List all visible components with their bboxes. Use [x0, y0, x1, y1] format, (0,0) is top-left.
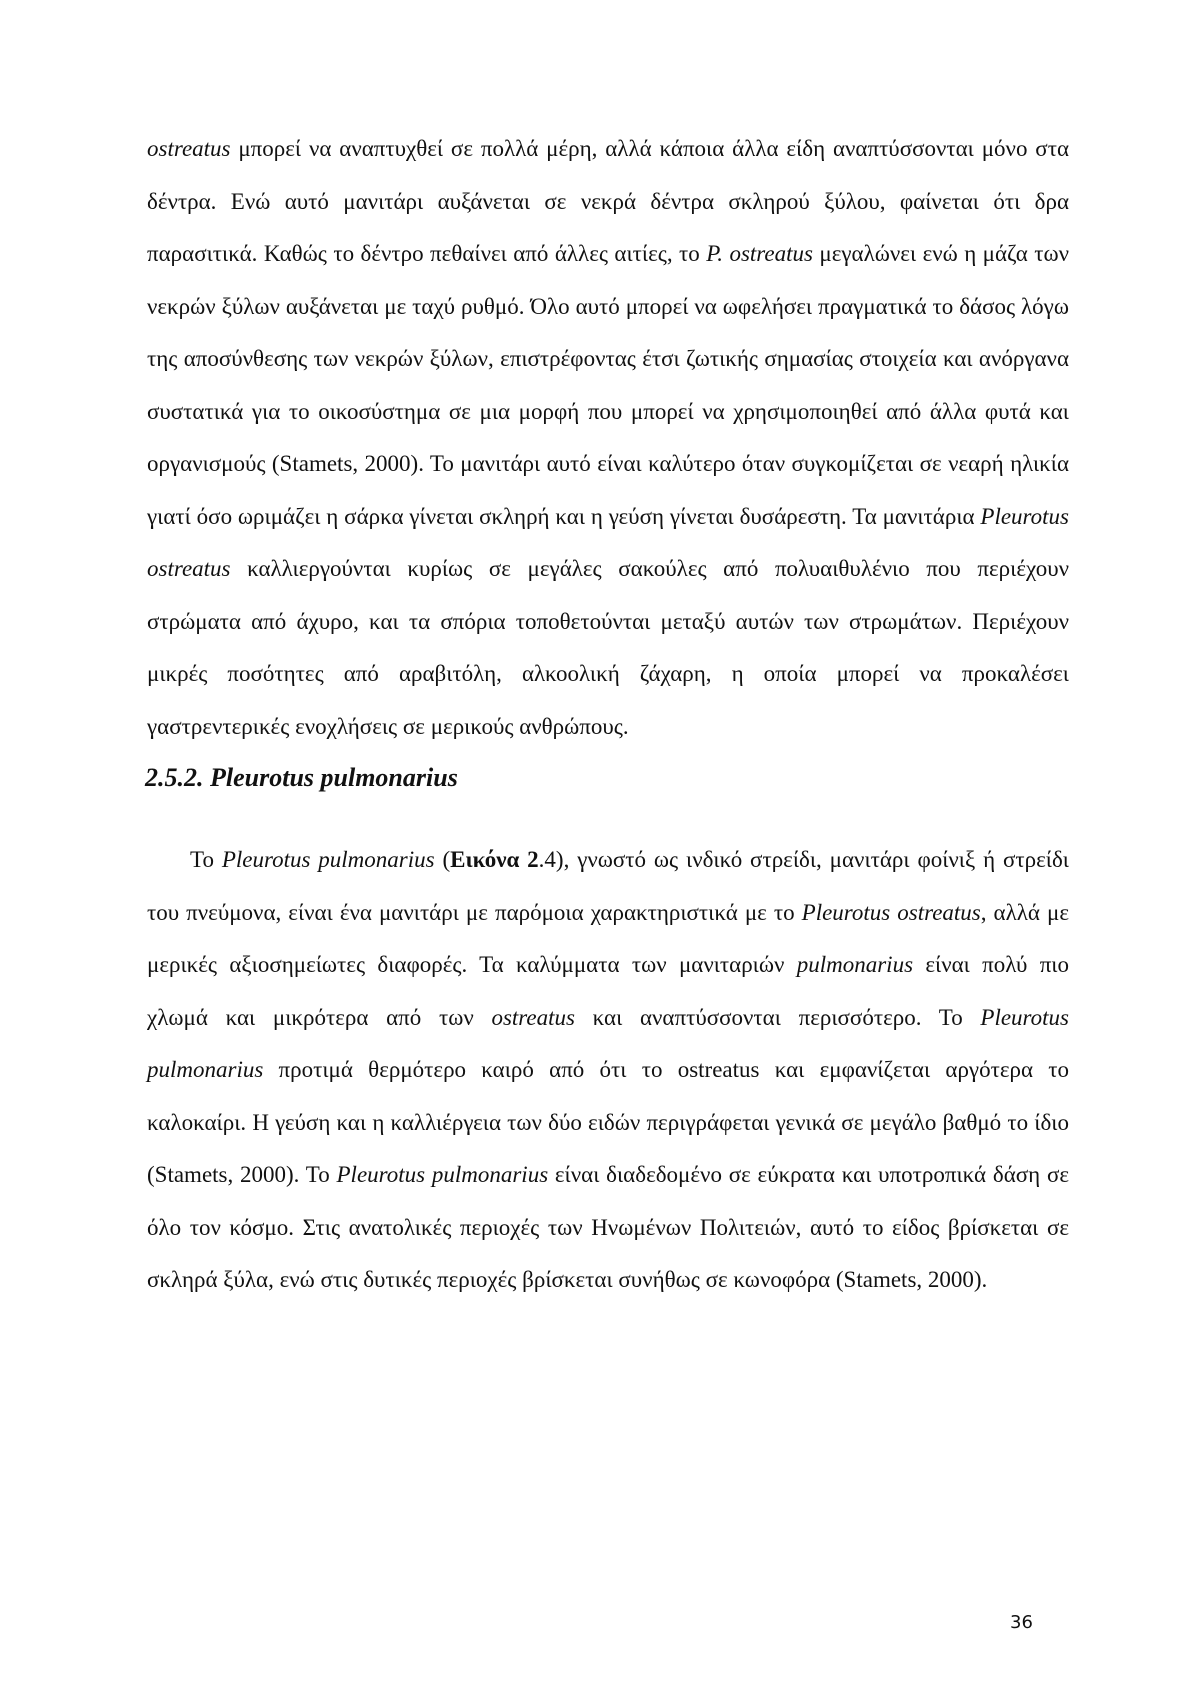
paragraph-text: καλλιεργούνται κυρίως σε μεγάλες σακούλες από πολυαιθυλένιο που περιέχουν στρώματα από άχυρο, και τα σπόρια τοποθετούνται μεταξύ αυτών των στρωμάτων. Περιέχουν μικρές ποσότητες από αραβιτόλη, αλκοολική ζάχαρη, η οποία μπορεί να προκαλέσει γαστρεντερικές ενοχλήσεις σε μερικούς ανθρώπους.	[147, 556, 1069, 739]
paragraph-text: .4), γνωστό ως ινδικό στρείδι, μανιτάρι φοίνιξ ή στρείδι του πνεύμονα, είναι ένα μανιτάρι με παρόμοια χαρακτηριστικά με το	[147, 847, 1069, 925]
species-name: ostreatus	[491, 1004, 575, 1030]
species-name: Pleurotus pulmonarius	[221, 847, 435, 872]
section-title: Pleurotus pulmonarius	[210, 763, 458, 792]
section-number: 2.5.2.	[145, 763, 204, 792]
paragraph-text: μπορεί να αναπτυχθεί σε πολλά μέρη, αλλά κάποια άλλα είδη αναπτύσσονται μόνο στα δέντρα. Ενώ αυτό μανιτάρι αυξάνεται σε νεκρά δέντρα σκληρού ξύλου, φαίνεται ότι δρα παρασιτικά. Καθώς το δέντρο πεθαίνει από άλλες αιτίες, το	[147, 136, 1069, 266]
body-paragraph-pulmonarius	[147, 834, 1069, 1307]
figure-reference: Εικόνα 2	[450, 847, 539, 872]
species-name: Pleurotus pulmonarius	[336, 1162, 549, 1187]
species-name: ostreatus	[147, 136, 231, 161]
paragraph-text: (	[434, 847, 451, 872]
paragraph-text: προτιμά θερμότερο καιρό από ότι το ostreatus και εμφανίζεται αργότερα το καλοκαίρι. Η γεύση και η καλλιέργεια των δύο ειδών περιγράφεται γενικά σε μεγάλο βαθμό το ίδιο (Stamets, 2000). Το	[147, 1057, 1069, 1187]
species-name: pulmonarius	[796, 952, 914, 977]
paragraph-text: Το	[190, 847, 222, 872]
page-number: 36	[1010, 1612, 1033, 1633]
paragraph-text: μεγαλώνει ενώ η μάζα των νεκρών ξύλων αυξάνεται με ταχύ ρυθμό. Όλο αυτό μπορεί να ωφελήσει πραγματικά το δάσος λόγω της αποσύνθεσης των νεκρών ξύλων, επιστρέφοντας έτσι ζωτικής σημασίας στοιχεία και ανόργανα συστατικά για το οικοσύστημα σε μια μορφή που μπορεί να χρησιμοποιηθεί από άλλα φυτά και οργανισμούς (Stamets, 2000). Το μανιτάρι αυτό είναι καλύτερο όταν συγκομίζεται σε νεαρή ηλικία γιατί όσο ωριμάζει η σάρκα γίνεται σκληρή και η γεύση γίνεται δυσάρεστη. Τα μανιτάρια	[147, 241, 1069, 529]
paragraph-text: και αναπτύσσονται περισσότερο. Το	[574, 1004, 981, 1030]
species-name: P. ostreatus	[706, 241, 813, 266]
paragraph-text: είναι διαδεδομένο σε εύκρατα και υποτροπικά δάση σε όλο τον κόσμο. Στις ανατολικές περιοχές των Ηνωμένων Πολιτειών, αυτό το είδος βρίσκεται σε σκληρά ξύλα, ενώ στις δυτικές περιοχές βρίσκεται συνήθως σε κωνοφόρα (Stamets, 2000).	[147, 1162, 1069, 1292]
species-name: Pleurotus pulmonarius	[147, 1004, 1069, 1082]
paragraph-text: είναι πολύ πιο χλωμά και μικρότερα από των	[147, 952, 1069, 1030]
species-name: Pleurotus ostreatus	[147, 503, 1069, 581]
species-name: Pleurotus ostreatus	[801, 899, 981, 925]
body-paragraph-ostreatus	[147, 123, 1069, 753]
paragraph-text: , αλλά με μερικές αξιοσημείωτες διαφορές. Τα καλύμματα των μανιταριών	[147, 899, 1069, 977]
section-heading	[145, 758, 458, 798]
